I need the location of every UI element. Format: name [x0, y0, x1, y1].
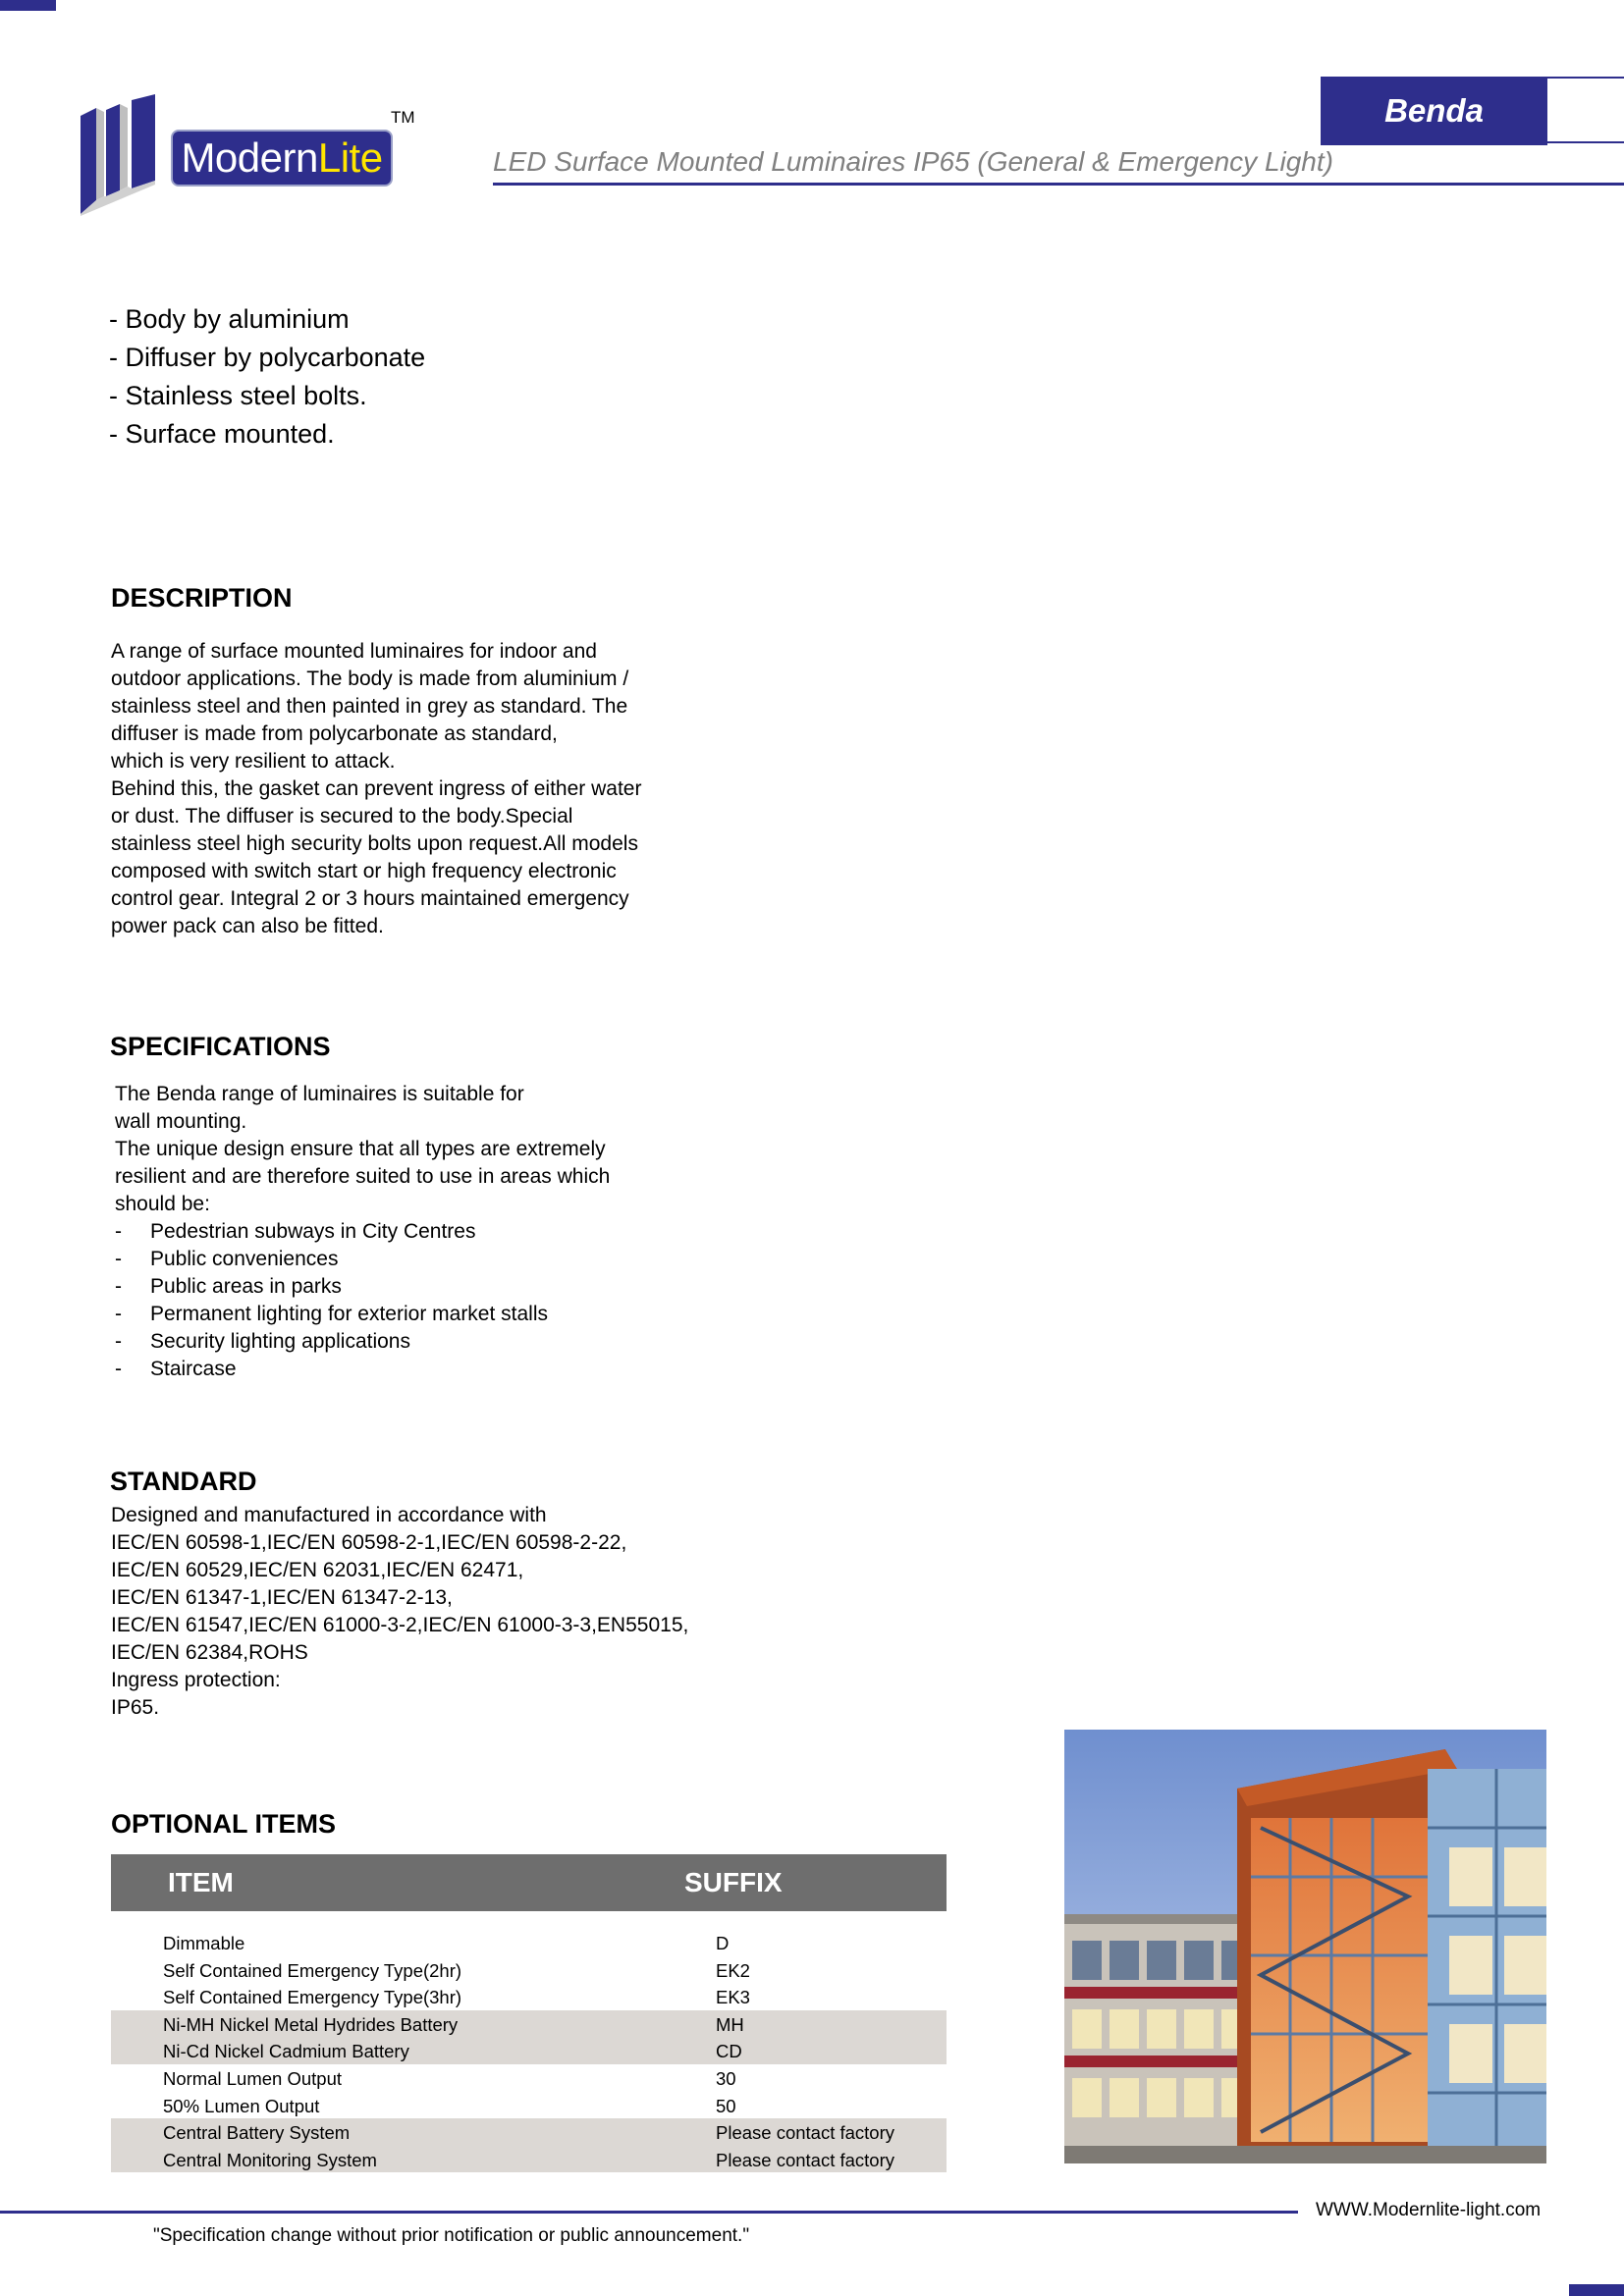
- item-cell: Ni-MH Nickel Metal Hydrides Battery: [163, 2013, 459, 2035]
- item-cell: Dimmable: [163, 1933, 245, 1953]
- standard-heading: STANDARD: [110, 1467, 257, 1496]
- list-dash: -: [115, 1275, 122, 1298]
- description-line: power pack can also be fitted.: [111, 915, 384, 937]
- specifications-line: The Benda range of luminaires is suitable for: [115, 1083, 524, 1105]
- table-header: [111, 1854, 947, 1911]
- header-divider: [493, 183, 1624, 186]
- list-dash: -: [115, 1303, 122, 1325]
- corner-accent-bottom: [1569, 2284, 1624, 2296]
- standard-line: Designed and manufactured in accordance with: [111, 1504, 547, 1526]
- column-header-suffix: SUFFIX: [684, 1867, 783, 1897]
- brand-tab: Benda: [1321, 77, 1547, 145]
- application-label: Staircase: [150, 1358, 237, 1380]
- table-row: [111, 1956, 947, 1984]
- standard-body: [111, 1502, 818, 1722]
- list-dash: -: [115, 1330, 122, 1353]
- corner-accent-top: [0, 0, 56, 11]
- suffix-cell: Please contact factory: [716, 2149, 895, 2170]
- website-url[interactable]: WWW.Modernlite-light.com: [1316, 2200, 1542, 2220]
- logo-wordmark: [171, 130, 393, 187]
- list-dash: -: [115, 1358, 122, 1380]
- specifications-line: resilient and are therefore suited to use in areas which: [115, 1165, 611, 1188]
- building-photo: [1064, 1730, 1546, 2163]
- suffix-cell: EK2: [716, 1959, 750, 1981]
- table-row: [111, 2092, 947, 2119]
- table-spacer: [111, 1911, 947, 1929]
- feature-item: - Diffuser by polycarbonate: [109, 343, 426, 372]
- feature-list: [109, 300, 425, 454]
- description-line: composed with switch start or high frequency electronic: [111, 860, 617, 882]
- column-header-item: ITEM: [168, 1867, 234, 1897]
- brand-tab-outline: [1547, 77, 1624, 143]
- standard-line: IP65.: [111, 1696, 160, 1719]
- disclaimer-note: "Specification change without prior notification or public announcement.": [153, 2225, 750, 2246]
- logo-pillars-icon: [77, 94, 157, 216]
- description-line: which is very resilient to attack.: [111, 750, 396, 773]
- table-row: [111, 1983, 947, 2010]
- application-item: [115, 1328, 724, 1356]
- suffix-cell: CD: [716, 2041, 742, 2062]
- specifications-body: [115, 1081, 724, 1383]
- item-cell: Ni-Cd Nickel Cadmium Battery: [163, 2041, 409, 2062]
- description-line: A range of surface mounted luminaires for indoor and: [111, 640, 597, 663]
- description-body: [111, 638, 700, 940]
- suffix-cell: EK3: [716, 1987, 750, 2008]
- application-item: [115, 1356, 724, 1383]
- description-line: diffuser is made from polycarbonate as standard,: [111, 722, 558, 745]
- application-item: [115, 1218, 724, 1246]
- application-label: Public conveniences: [150, 1248, 339, 1270]
- application-label: Public areas in parks: [150, 1275, 342, 1298]
- application-label: Security lighting applications: [150, 1330, 410, 1353]
- description-line: stainless steel and then painted in grey as standard. The: [111, 695, 628, 718]
- logo-text-lite: Lite: [317, 134, 383, 181]
- list-dash: -: [115, 1220, 122, 1243]
- specifications-line: The unique design ensure that all types are extremely: [115, 1138, 606, 1160]
- item-cell: Central Battery System: [163, 2122, 351, 2144]
- feature-item: - Surface mounted.: [109, 419, 335, 449]
- trademark-mark: TM: [391, 108, 415, 127]
- suffix-cell: D: [716, 1933, 730, 1953]
- application-list: [115, 1218, 724, 1383]
- suffix-cell: 30: [716, 2067, 736, 2089]
- table-row: [111, 2146, 947, 2173]
- table-row: [111, 1929, 947, 1956]
- standard-line: IEC/EN 60529,IEC/EN 62031,IEC/EN 62471,: [111, 1559, 524, 1581]
- optional-items-heading: OPTIONAL ITEMS: [111, 1809, 337, 1839]
- specifications-line: should be:: [115, 1193, 210, 1215]
- specifications-line: wall mounting.: [115, 1110, 247, 1133]
- item-cell: Normal Lumen Output: [163, 2067, 343, 2089]
- description-line: outdoor applications. The body is made from aluminium /: [111, 667, 629, 690]
- item-cell: Central Monitoring System: [163, 2149, 377, 2170]
- logo-text-modern: Modern: [181, 134, 318, 181]
- feature-item: - Stainless steel bolts.: [109, 381, 367, 410]
- item-cell: Self Contained Emergency Type(3hr): [163, 1987, 462, 2008]
- specifications-heading: SPECIFICATIONS: [110, 1032, 331, 1061]
- suffix-cell: 50: [716, 2095, 736, 2116]
- standard-line: Ingress protection:: [111, 1669, 281, 1691]
- footer-divider: [0, 2211, 1298, 2214]
- application-item: [115, 1301, 724, 1328]
- item-cell: 50% Lumen Output: [163, 2095, 320, 2116]
- application-label: Pedestrian subways in City Centres: [150, 1220, 476, 1243]
- suffix-cell: Please contact factory: [716, 2122, 895, 2144]
- table-row: [111, 2118, 947, 2146]
- application-label: Permanent lighting for exterior market stalls: [150, 1303, 548, 1325]
- building-photo-image: [1064, 1730, 1546, 2163]
- suffix-cell: MH: [716, 2013, 744, 2035]
- description-line: control gear. Integral 2 or 3 hours maintained emergency: [111, 887, 629, 910]
- description-heading: DESCRIPTION: [111, 583, 293, 613]
- standard-line: IEC/EN 62384,ROHS: [111, 1641, 308, 1664]
- application-item: [115, 1246, 724, 1273]
- standard-line: IEC/EN 61547,IEC/EN 61000-3-2,IEC/EN 61000-3-3,EN55015,: [111, 1614, 689, 1636]
- table-row: [111, 2064, 947, 2092]
- table-row: [111, 2010, 947, 2038]
- standard-line: IEC/EN 61347-1,IEC/EN 61347-2-13,: [111, 1586, 453, 1609]
- description-line: Behind this, the gasket can prevent ingress of either water: [111, 777, 642, 800]
- optional-items-table: [111, 1854, 947, 2172]
- standard-line: IEC/EN 60598-1,IEC/EN 60598-2-1,IEC/EN 60598-2-22,: [111, 1531, 627, 1554]
- feature-item: - Body by aluminium: [109, 304, 350, 334]
- item-cell: Self Contained Emergency Type(2hr): [163, 1959, 462, 1981]
- table-row: [111, 2037, 947, 2064]
- product-subtitle: LED Surface Mounted Luminaires IP65 (General & Emergency Light): [493, 146, 1333, 177]
- description-line: stainless steel high security bolts upon request.All models: [111, 832, 638, 855]
- company-logo: [77, 94, 430, 217]
- description-line: or dust. The diffuser is secured to the body.Special: [111, 805, 573, 828]
- list-dash: -: [115, 1248, 122, 1270]
- application-item: [115, 1273, 724, 1301]
